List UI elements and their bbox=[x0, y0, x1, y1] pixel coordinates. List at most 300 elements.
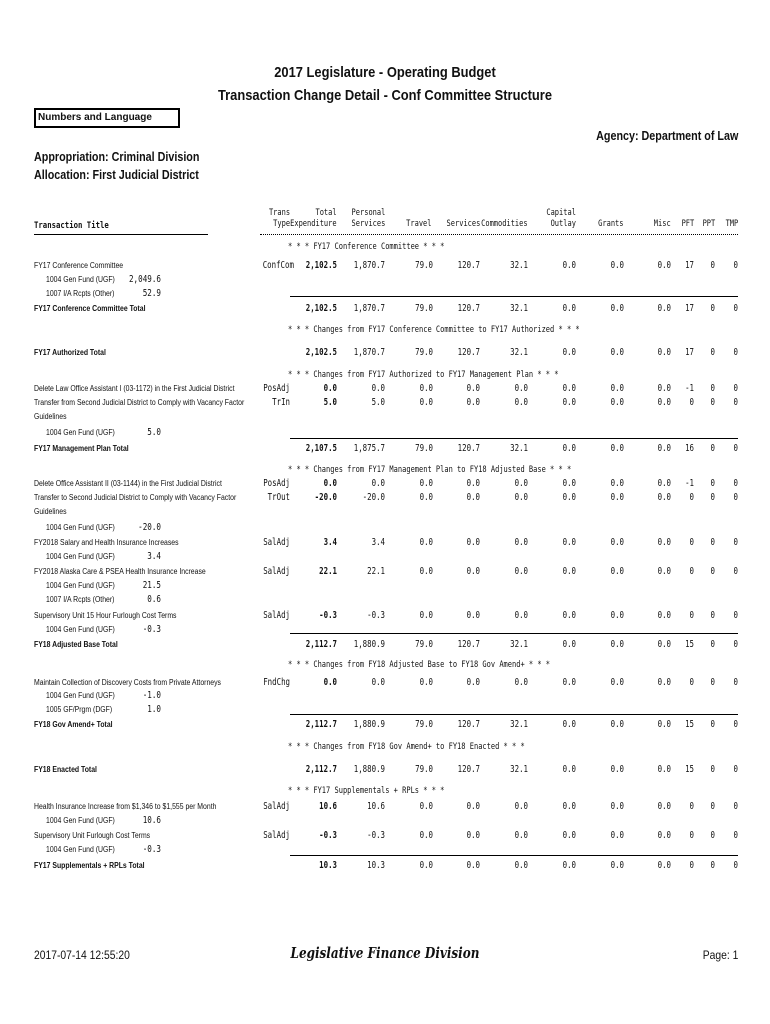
amount-cell: 10.6 bbox=[319, 801, 337, 812]
amount-cell: 1,875.7 bbox=[353, 443, 385, 454]
amount-cell: -1 bbox=[685, 478, 694, 489]
amount-cell: 0.0 bbox=[657, 383, 671, 394]
amount-cell: 120.7 bbox=[457, 260, 480, 271]
amount-cell: 0 bbox=[710, 383, 715, 394]
fund-source-row bbox=[0, 594, 770, 606]
amount-cell: 0 bbox=[710, 397, 715, 408]
amount-cell: 0 bbox=[710, 347, 715, 358]
transaction-title: FY18 Gov Amend+ Total bbox=[34, 720, 113, 729]
amount-cell: 0.0 bbox=[562, 801, 576, 812]
amount-cell: 0 bbox=[710, 303, 715, 314]
fund-source-row bbox=[0, 580, 770, 592]
amount-cell: 0.0 bbox=[562, 443, 576, 454]
amount-cell: 1,870.7 bbox=[353, 260, 385, 271]
amount-cell: 2,107.5 bbox=[305, 443, 337, 454]
amount-cell: 0 bbox=[689, 677, 694, 688]
numbers-language-box: Numbers and Language bbox=[34, 108, 180, 128]
section-header: * * * Changes from FY17 Authorized to FY17 Management Plan * * * bbox=[288, 370, 559, 380]
total-row bbox=[0, 639, 770, 651]
amount-cell: 0.0 bbox=[657, 492, 671, 503]
trans-type: SalAdj bbox=[263, 830, 290, 841]
table-row bbox=[0, 677, 770, 689]
table-row bbox=[0, 492, 770, 516]
amount-cell: 0 bbox=[689, 860, 694, 871]
amount-cell: 0.0 bbox=[610, 347, 624, 358]
amount-cell: 10.3 bbox=[367, 860, 385, 871]
amount-cell: 0.0 bbox=[657, 801, 671, 812]
fund-source-label: 1004 Gen Fund (UGF) bbox=[46, 552, 115, 561]
amount-cell: 0.0 bbox=[466, 397, 480, 408]
amount-cell: 0.0 bbox=[610, 537, 624, 548]
amount-cell: 0.0 bbox=[610, 492, 624, 503]
fund-source-row bbox=[0, 522, 770, 534]
amount-cell: -0.3 bbox=[367, 610, 385, 621]
amount-cell: 79.0 bbox=[415, 639, 433, 650]
amount-cell: 3.4 bbox=[371, 537, 385, 548]
amount-cell: 0.0 bbox=[466, 537, 480, 548]
amount-cell: 15 bbox=[685, 719, 694, 730]
fund-source-row bbox=[0, 274, 770, 286]
transaction-title: Delete Law Office Assistant I (03-1172) in the First Judicial District bbox=[34, 384, 235, 393]
fund-source-amount: 10.6 bbox=[142, 815, 161, 826]
fund-source-row bbox=[0, 288, 770, 300]
transaction-title: FY17 Conference Committee Total bbox=[34, 304, 146, 313]
amount-cell: 0 bbox=[710, 801, 715, 812]
amount-cell: 0.0 bbox=[323, 478, 337, 489]
amount-cell: 120.7 bbox=[457, 443, 480, 454]
section-header: * * * Changes from FY17 Conference Committee to FY17 Authorized * * * bbox=[288, 325, 580, 335]
amount-cell: 0.0 bbox=[514, 397, 528, 408]
amount-cell: 0 bbox=[689, 492, 694, 503]
total-row bbox=[0, 347, 770, 359]
amount-cell: 79.0 bbox=[415, 303, 433, 314]
amount-cell: 0.0 bbox=[657, 677, 671, 688]
amount-cell: 0.0 bbox=[323, 677, 337, 688]
amount-cell: 0 bbox=[710, 719, 715, 730]
table-row bbox=[0, 537, 770, 549]
amount-cell: 0.0 bbox=[419, 801, 433, 812]
appropriation-label: Appropriation: Criminal Division bbox=[34, 150, 200, 164]
amount-cell: 0 bbox=[710, 492, 715, 503]
fund-source-row bbox=[0, 551, 770, 563]
col-ppt: PPT bbox=[702, 219, 715, 229]
fund-source-row bbox=[0, 624, 770, 636]
amount-cell: -1 bbox=[685, 383, 694, 394]
amount-cell: 0.0 bbox=[419, 830, 433, 841]
amount-cell: 0.0 bbox=[657, 260, 671, 271]
trans-type: PosAdj bbox=[263, 478, 290, 489]
trans-type: TrOut bbox=[267, 492, 290, 503]
amount-cell: 0 bbox=[710, 260, 715, 271]
transaction-title: FY18 Adjusted Base Total bbox=[34, 640, 118, 649]
amount-cell: 0 bbox=[710, 860, 715, 871]
amount-cell: 0 bbox=[710, 830, 715, 841]
amount-cell: 0.0 bbox=[610, 260, 624, 271]
amount-cell: 0 bbox=[733, 478, 738, 489]
amount-cell: 0.0 bbox=[657, 639, 671, 650]
col-grants: Grants bbox=[598, 219, 624, 229]
amount-cell: 0.0 bbox=[466, 801, 480, 812]
amount-cell: 0.0 bbox=[514, 677, 528, 688]
amount-cell: 0.0 bbox=[657, 610, 671, 621]
fund-source-label: 1005 GF/Prgm (DGF) bbox=[46, 705, 113, 714]
amount-cell: 15 bbox=[685, 764, 694, 775]
fund-source-amount: -1.0 bbox=[142, 690, 161, 701]
columns-underline bbox=[260, 234, 738, 235]
fund-source-label: 1004 Gen Fund (UGF) bbox=[46, 625, 115, 634]
amount-cell: 32.1 bbox=[510, 347, 528, 358]
amount-cell: 0.0 bbox=[514, 860, 528, 871]
amount-cell: 0.0 bbox=[419, 397, 433, 408]
col-personal: Personal Services bbox=[351, 208, 385, 229]
fund-source-row bbox=[0, 427, 770, 439]
amount-cell: 17 bbox=[685, 303, 694, 314]
amount-cell: 0.0 bbox=[657, 537, 671, 548]
amount-cell: 2,102.5 bbox=[305, 303, 337, 314]
amount-cell: 79.0 bbox=[415, 443, 433, 454]
amount-cell: 0 bbox=[733, 860, 738, 871]
amount-cell: 120.7 bbox=[457, 347, 480, 358]
fund-source-label: 1004 Gen Fund (UGF) bbox=[46, 845, 115, 854]
fund-source-row bbox=[0, 704, 770, 716]
amount-cell: 0.0 bbox=[562, 830, 576, 841]
amount-cell: 0.0 bbox=[610, 610, 624, 621]
fund-source-label: 1004 Gen Fund (UGF) bbox=[46, 816, 115, 825]
amount-cell: 10.3 bbox=[319, 860, 337, 871]
trans-type: SalAdj bbox=[263, 537, 290, 548]
amount-cell: 0 bbox=[689, 830, 694, 841]
amount-cell: 2,112.7 bbox=[305, 764, 337, 775]
transaction-title: FY17 Supplementals + RPLs Total bbox=[34, 861, 145, 870]
amount-cell: 0.0 bbox=[514, 492, 528, 503]
col-trans: Trans Type bbox=[268, 208, 290, 229]
trans-type: FndChg bbox=[263, 677, 290, 688]
trans-type: SalAdj bbox=[263, 610, 290, 621]
amount-cell: 17 bbox=[685, 260, 694, 271]
amount-cell: 0.0 bbox=[419, 860, 433, 871]
amount-cell: 16 bbox=[685, 443, 694, 454]
fund-source-label: 1004 Gen Fund (UGF) bbox=[46, 523, 115, 532]
amount-cell: 0.0 bbox=[466, 478, 480, 489]
amount-cell: 0.0 bbox=[562, 639, 576, 650]
amount-cell: 120.7 bbox=[457, 764, 480, 775]
fund-source-amount: -0.3 bbox=[142, 624, 161, 635]
amount-cell: 0.0 bbox=[562, 383, 576, 394]
amount-cell: 79.0 bbox=[415, 347, 433, 358]
amount-cell: 5.0 bbox=[323, 397, 337, 408]
amount-cell: 2,112.7 bbox=[305, 719, 337, 730]
amount-cell: -20.0 bbox=[314, 492, 337, 503]
allocation-label: Allocation: First Judicial District bbox=[34, 168, 199, 182]
fund-source-amount: 0.6 bbox=[147, 594, 161, 605]
transaction-title: FY17 Management Plan Total bbox=[34, 444, 129, 453]
table-row bbox=[0, 260, 770, 272]
amount-cell: 32.1 bbox=[510, 260, 528, 271]
fund-source-amount: 52.9 bbox=[142, 288, 161, 299]
transaction-title: FY17 Authorized Total bbox=[34, 348, 106, 357]
amount-cell: 0.0 bbox=[466, 860, 480, 871]
total-row bbox=[0, 764, 770, 776]
col-misc: Misc bbox=[654, 219, 671, 229]
amount-cell: 0 bbox=[710, 677, 715, 688]
col-services: Services bbox=[446, 219, 480, 229]
fund-source-row bbox=[0, 844, 770, 856]
amount-cell: 0.0 bbox=[419, 537, 433, 548]
amount-cell: 0.0 bbox=[657, 860, 671, 871]
amount-cell: 120.7 bbox=[457, 303, 480, 314]
amount-cell: 0 bbox=[710, 537, 715, 548]
header-underline bbox=[34, 234, 208, 235]
amount-cell: 0 bbox=[689, 801, 694, 812]
section-header: * * * FY17 Conference Committee * * * bbox=[288, 242, 445, 252]
amount-cell: 0.0 bbox=[610, 397, 624, 408]
transaction-title-cont: Guidelines bbox=[34, 507, 67, 516]
transaction-title: Delete Office Assistant II (03-1144) in the First Judicial District bbox=[34, 479, 222, 488]
amount-cell: 0 bbox=[733, 801, 738, 812]
transaction-title: FY18 Enacted Total bbox=[34, 765, 97, 774]
amount-cell: 0.0 bbox=[657, 764, 671, 775]
amount-cell: 0 bbox=[689, 397, 694, 408]
amount-cell: 0.0 bbox=[562, 610, 576, 621]
transaction-title-cont: Guidelines bbox=[34, 412, 67, 421]
amount-cell: 0 bbox=[710, 566, 715, 577]
fund-source-amount: -20.0 bbox=[138, 522, 161, 533]
total-row bbox=[0, 303, 770, 315]
amount-cell: 0.0 bbox=[657, 397, 671, 408]
transaction-title: FY2018 Alaska Care & PSEA Health Insurance Increase bbox=[34, 567, 206, 576]
amount-cell: 0.0 bbox=[419, 383, 433, 394]
fund-source-row bbox=[0, 815, 770, 827]
amount-cell: 0 bbox=[733, 719, 738, 730]
total-row bbox=[0, 443, 770, 455]
col-commodities: Commodities bbox=[481, 219, 528, 229]
amount-cell: 0.0 bbox=[562, 860, 576, 871]
amount-cell: 0.0 bbox=[466, 830, 480, 841]
amount-cell: 0.0 bbox=[466, 677, 480, 688]
transaction-title: Health Insurance Increase from $1,346 to $1,555 per Month bbox=[34, 802, 217, 811]
table-row bbox=[0, 566, 770, 578]
total-row bbox=[0, 860, 770, 872]
fund-source-amount: -0.3 bbox=[142, 844, 161, 855]
amount-cell: 0.0 bbox=[610, 303, 624, 314]
amount-cell: 0.0 bbox=[562, 260, 576, 271]
amount-cell: 0 bbox=[710, 610, 715, 621]
amount-cell: 0.0 bbox=[657, 347, 671, 358]
amount-cell: 0.0 bbox=[466, 383, 480, 394]
amount-cell: 0.0 bbox=[466, 566, 480, 577]
amount-cell: 120.7 bbox=[457, 719, 480, 730]
amount-cell: 0.0 bbox=[562, 677, 576, 688]
amount-cell: 1,880.9 bbox=[353, 639, 385, 650]
amount-cell: 0 bbox=[733, 610, 738, 621]
amount-cell: 0.0 bbox=[610, 719, 624, 730]
amount-cell: 0.0 bbox=[610, 764, 624, 775]
fund-source-amount: 5.0 bbox=[147, 427, 161, 438]
amount-cell: 0 bbox=[689, 566, 694, 577]
amount-cell: 79.0 bbox=[415, 764, 433, 775]
amount-cell: 0 bbox=[733, 566, 738, 577]
amount-cell: 120.7 bbox=[457, 639, 480, 650]
trans-type: TrIn bbox=[272, 397, 290, 408]
amount-cell: 0.0 bbox=[562, 347, 576, 358]
amount-cell: 0 bbox=[710, 478, 715, 489]
trans-type: ConfCom bbox=[262, 260, 294, 271]
amount-cell: 0.0 bbox=[610, 677, 624, 688]
transaction-title: Maintain Collection of Discovery Costs from Private Attorneys bbox=[34, 678, 221, 687]
col-transaction-title: Transaction Title bbox=[34, 221, 109, 231]
amount-cell: 0.0 bbox=[610, 639, 624, 650]
amount-cell: 0.0 bbox=[419, 492, 433, 503]
amount-cell: 0.0 bbox=[514, 830, 528, 841]
total-row bbox=[0, 719, 770, 731]
amount-cell: 3.4 bbox=[323, 537, 337, 548]
amount-cell: 0.0 bbox=[562, 397, 576, 408]
fund-source-amount: 2,049.6 bbox=[128, 274, 161, 285]
trans-type: SalAdj bbox=[263, 566, 290, 577]
amount-cell: 32.1 bbox=[510, 639, 528, 650]
table-row bbox=[0, 610, 770, 622]
amount-cell: 0.0 bbox=[657, 566, 671, 577]
amount-cell: 32.1 bbox=[510, 303, 528, 314]
amount-cell: 0.0 bbox=[610, 566, 624, 577]
transaction-title: Supervisory Unit Furlough Cost Terms bbox=[34, 831, 151, 840]
amount-cell: 0.0 bbox=[657, 443, 671, 454]
amount-cell: 0.0 bbox=[419, 677, 433, 688]
amount-cell: 1,880.9 bbox=[353, 764, 385, 775]
amount-cell: 0 bbox=[689, 537, 694, 548]
amount-cell: 0 bbox=[733, 830, 738, 841]
amount-cell: 0 bbox=[733, 397, 738, 408]
transaction-title: Transfer from Second Judicial District to Comply with Vacancy Factor bbox=[34, 398, 245, 407]
amount-cell: 0.0 bbox=[610, 443, 624, 454]
amount-cell: 10.6 bbox=[367, 801, 385, 812]
amount-cell: 0 bbox=[733, 443, 738, 454]
amount-cell: 0 bbox=[710, 639, 715, 650]
amount-cell: 0.0 bbox=[657, 478, 671, 489]
amount-cell: 32.1 bbox=[510, 719, 528, 730]
table-row bbox=[0, 478, 770, 490]
amount-cell: 0.0 bbox=[514, 537, 528, 548]
amount-cell: 0 bbox=[733, 537, 738, 548]
amount-cell: 15 bbox=[685, 639, 694, 650]
amount-cell: 0 bbox=[733, 639, 738, 650]
amount-cell: 1,870.7 bbox=[353, 347, 385, 358]
amount-cell: 0.0 bbox=[562, 537, 576, 548]
amount-cell: 0.0 bbox=[514, 610, 528, 621]
amount-cell: 0 bbox=[733, 260, 738, 271]
section-header: * * * Changes from FY18 Gov Amend+ to FY18 Enacted * * * bbox=[288, 742, 525, 752]
amount-cell: 1,870.7 bbox=[353, 303, 385, 314]
fund-source-amount: 21.5 bbox=[142, 580, 161, 591]
amount-cell: 0 bbox=[733, 383, 738, 394]
fund-source-label: 1007 I/A Rcpts (Other) bbox=[46, 595, 115, 604]
amount-cell: 0.0 bbox=[371, 478, 385, 489]
table-row bbox=[0, 830, 770, 842]
amount-cell: 0.0 bbox=[610, 801, 624, 812]
fund-source-label: 1007 I/A Rcpts (Other) bbox=[46, 289, 115, 298]
transaction-title: FY17 Conference Committee bbox=[34, 261, 124, 270]
amount-cell: 0.0 bbox=[514, 566, 528, 577]
fund-source-label: 1004 Gen Fund (UGF) bbox=[46, 428, 115, 437]
amount-cell: -0.3 bbox=[319, 610, 337, 621]
amount-cell: 0.0 bbox=[657, 303, 671, 314]
amount-cell: 0.0 bbox=[610, 860, 624, 871]
amount-cell: 0 bbox=[733, 492, 738, 503]
amount-cell: 0.0 bbox=[419, 478, 433, 489]
amount-cell: 0.0 bbox=[419, 610, 433, 621]
amount-cell: 0.0 bbox=[657, 719, 671, 730]
transaction-title: Transfer to Second Judicial District to Comply with Vacancy Factor bbox=[34, 493, 237, 502]
amount-cell: 0.0 bbox=[514, 478, 528, 489]
amount-cell: 0 bbox=[733, 347, 738, 358]
amount-cell: 0.0 bbox=[371, 677, 385, 688]
amount-cell: 0.0 bbox=[466, 610, 480, 621]
amount-cell: 0 bbox=[733, 303, 738, 314]
amount-cell: 17 bbox=[685, 347, 694, 358]
amount-cell: 0 bbox=[733, 677, 738, 688]
amount-cell: 0.0 bbox=[562, 492, 576, 503]
amount-cell: 0.0 bbox=[562, 719, 576, 730]
trans-type: PosAdj bbox=[263, 383, 290, 394]
amount-cell: 2,102.5 bbox=[305, 347, 337, 358]
transaction-title: FY2018 Salary and Health Insurance Increases bbox=[34, 538, 179, 547]
amount-cell: 32.1 bbox=[510, 764, 528, 775]
footer-division: Legislative Finance Division bbox=[290, 944, 480, 962]
table-row bbox=[0, 397, 770, 421]
amount-cell: -20.0 bbox=[362, 492, 385, 503]
report-title: 2017 Legislature - Operating Budget bbox=[274, 64, 496, 81]
fund-source-row bbox=[0, 690, 770, 702]
amount-cell: 0 bbox=[733, 764, 738, 775]
report-subtitle: Transaction Change Detail - Conf Committee Structure bbox=[217, 87, 553, 104]
transaction-title: Supervisory Unit 15 Hour Furlough Cost Terms bbox=[34, 611, 177, 620]
fund-source-label: 1004 Gen Fund (UGF) bbox=[46, 581, 115, 590]
amount-cell: -0.3 bbox=[367, 830, 385, 841]
table-row bbox=[0, 383, 770, 395]
amount-cell: 0.0 bbox=[514, 383, 528, 394]
section-header: * * * FY17 Supplementals + RPLs * * * bbox=[288, 786, 445, 796]
section-header: * * * Changes from FY18 Adjusted Base to FY18 Gov Amend+ * * * bbox=[288, 660, 551, 670]
amount-cell: 32.1 bbox=[510, 443, 528, 454]
amount-cell: -0.3 bbox=[319, 830, 337, 841]
col-tmp: TMP bbox=[725, 219, 738, 229]
amount-cell: 79.0 bbox=[415, 260, 433, 271]
section-header: * * * Changes from FY17 Management Plan to FY18 Adjusted Base * * * bbox=[288, 465, 572, 475]
amount-cell: 2,102.5 bbox=[305, 260, 337, 271]
amount-cell: 0.0 bbox=[610, 830, 624, 841]
agency-label: Agency: Department of Law bbox=[595, 129, 738, 143]
footer-timestamp: 2017-07-14 12:55:20 bbox=[34, 948, 130, 962]
amount-cell: 79.0 bbox=[415, 719, 433, 730]
fund-source-amount: 1.0 bbox=[147, 704, 161, 715]
amount-cell: 5.0 bbox=[371, 397, 385, 408]
fund-source-label: 1004 Gen Fund (UGF) bbox=[46, 275, 115, 284]
amount-cell: 0.0 bbox=[371, 383, 385, 394]
amount-cell: 0 bbox=[710, 764, 715, 775]
fund-source-label: 1004 Gen Fund (UGF) bbox=[46, 691, 115, 700]
amount-cell: 0.0 bbox=[514, 801, 528, 812]
table-row bbox=[0, 801, 770, 813]
amount-cell: 0.0 bbox=[610, 478, 624, 489]
amount-cell: 0 bbox=[689, 610, 694, 621]
footer-page-number: Page: 1 bbox=[702, 948, 738, 962]
amount-cell: 0.0 bbox=[562, 566, 576, 577]
trans-type: SalAdj bbox=[263, 801, 290, 812]
col-capital: Capital Outlay bbox=[546, 208, 576, 229]
col-pft: PFT bbox=[681, 219, 694, 229]
amount-cell: 0.0 bbox=[419, 566, 433, 577]
amount-cell: 0.0 bbox=[610, 383, 624, 394]
